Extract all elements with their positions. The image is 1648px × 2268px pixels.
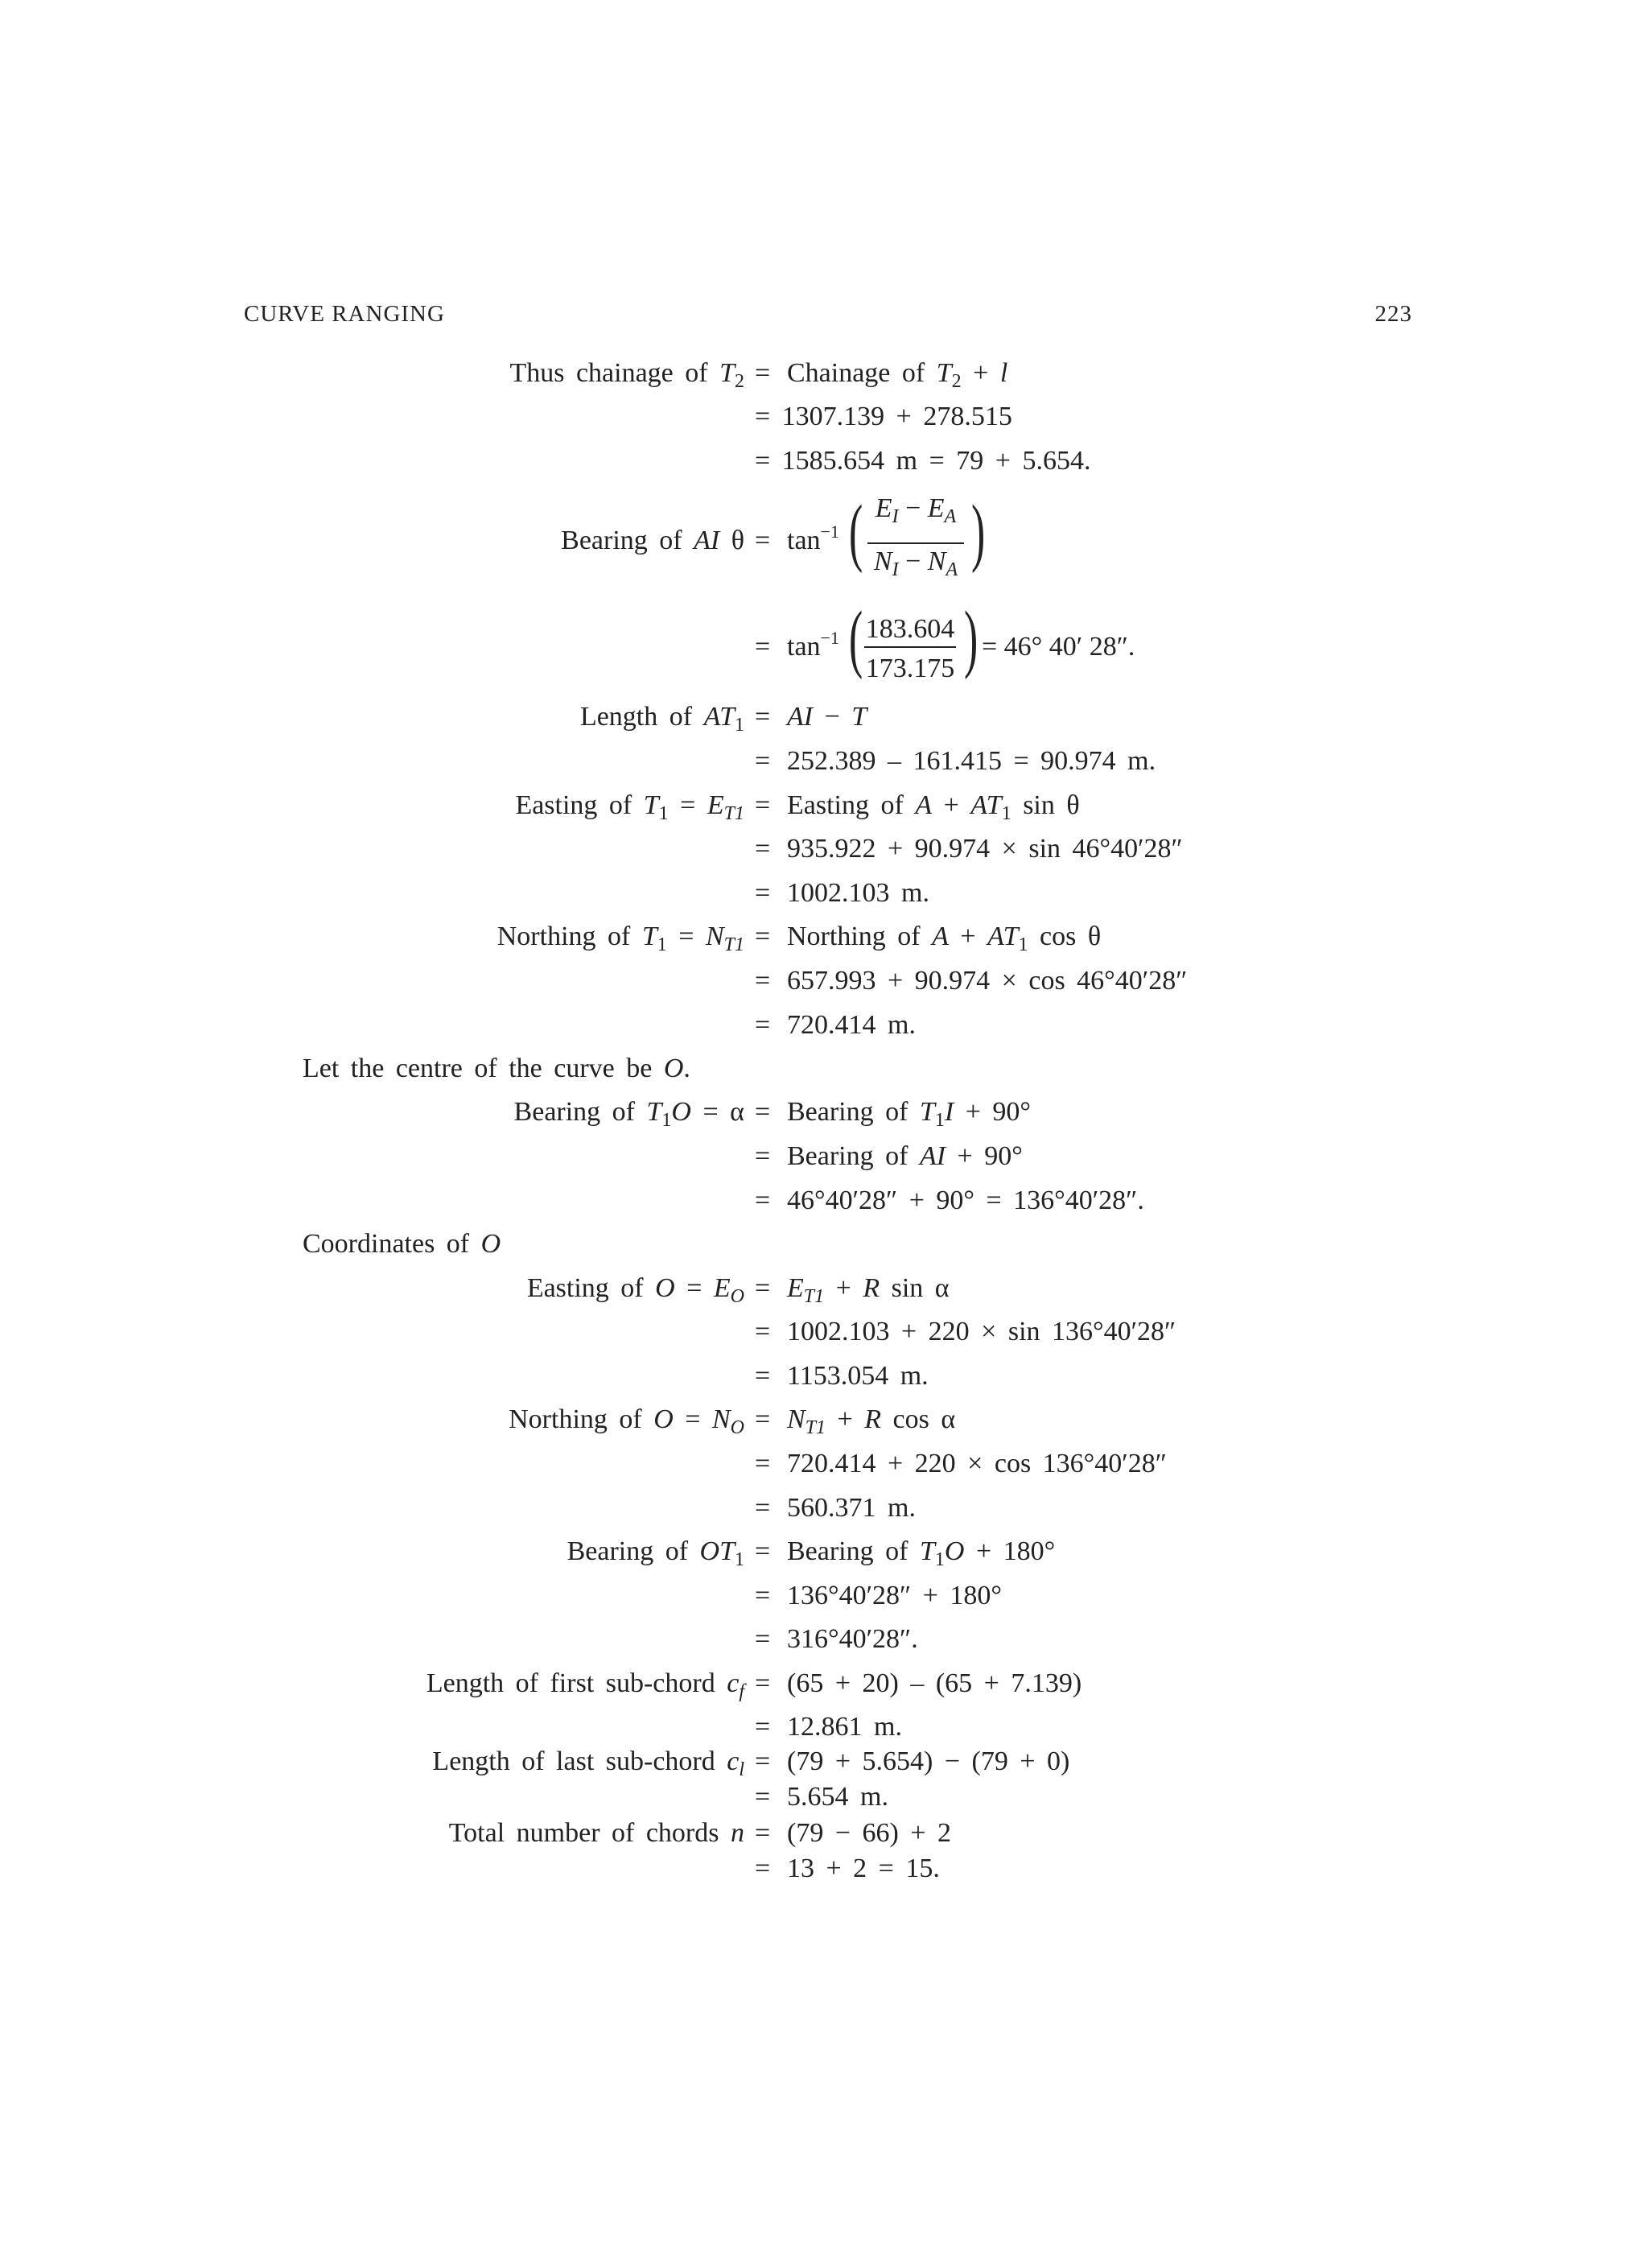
equals-sign: = (755, 1273, 771, 1303)
equals-sign: = (755, 1010, 771, 1040)
chapter-title: CURVE RANGING (244, 301, 445, 327)
paragraph-text: Coordinates of O (303, 1229, 501, 1259)
equation-lhs: Northing of $T_1 = N_{T1}$ (496, 922, 744, 955)
equals-sign: = (755, 1493, 771, 1523)
page: CURVE RANGING 223 Thus chainage of $T_2$ = Chainage of $T_2 + l$ = 1307.139 + 278.515 = 1585.654 m = 79 + 5.654. Bearing of AI θ = $\tan^{-1}$ ( $E_I - E_A$ $N_I - N_A$ ) = $\tan^{-1}$ ( 183.604 173.175 ) = 46° 40′ 28″. Length of $AT_1$ = AI − T = 252.389 – 161.415 = 90.974 m. Easting of $T_1 = E_{T1}$ = Easting of $A + AT_1$ sin θ = 935.922 + 90.974 × sin 46°40′28″ = 1002.103 m. Northing of $T_1 = N_{T1}$ = Northing of $A + AT_1$ cos θ = 657.993 + 90.974 × cos 46°40′28″ = 720.414 m. Let the centre of the curve be O. Bearing of $T_1O = \alpha$ = Bearing of $T_1I + 90^\circ$ = Bearing of AI + 90° = 46°40′28″ + 90° = 136°40′28″. Coordinates of O Easting of $O = E_O$ = $E_{T1} + R$ sin α = 1002.103 + 220 × sin 136°40′28″ = 1153.054 m. Northing of $O = N_O$ = $N_{T1} + R$ cos α = 720.414 + 220 × cos 136°40′28″ = 560.371 m. Bearing of $OT_1$ = Bearing of $T_1O + 180^\circ$ = 136°40′28″ + 180° = 316°40′28″. Length of first sub-chord $c_f$ = (65 + 20) – (65 + 7.139) = 12.861 m. Length of last sub-chord $c_l$ = (79 + 5.654) − (79 + 0) = 5.654 m. Total number of chords n = (79 − 66) + 2 = 13 + 2 = 15. (0, 0, 1648, 2268)
equals-sign: = (755, 632, 771, 662)
equation-step: 12.861 m. (787, 1712, 902, 1742)
equation-lhs: Length of $AT_1$ (579, 702, 744, 736)
equation-line (0, 1536, 1648, 1577)
equation-line (0, 1746, 1648, 1787)
equation-lhs: Bearing of $OT_1$ (566, 1536, 744, 1570)
equation-step: 657.993 + 90.974 × cos 46°40′28″ (787, 966, 1188, 996)
equals-sign: = (755, 702, 771, 732)
equals-sign: = (755, 834, 771, 864)
equals-sign: = (755, 1141, 771, 1171)
equation-step: 316°40′28″. (787, 1624, 918, 1654)
equals-sign: = (755, 966, 771, 996)
equation-line (0, 790, 1648, 831)
equation-line (0, 922, 1648, 962)
equals-sign: = (755, 358, 771, 388)
equation-continuation (0, 1624, 1648, 1664)
page-number: 223 (1374, 301, 1412, 327)
equation-continuation (0, 1317, 1648, 1357)
equation-lhs: Easting of $O = E_O$ (526, 1273, 744, 1307)
equation-line (0, 1818, 1648, 1858)
equals-sign: = (755, 1818, 771, 1848)
text-line (0, 1054, 1648, 1094)
equation-step: 720.414 + 220 × cos 136°40′28″ (787, 1449, 1167, 1478)
equation-rhs: (65 + 20) – (65 + 7.139) (787, 1668, 1082, 1698)
equation-lhs: Bearing of $T_1O = \alpha$ (513, 1097, 744, 1131)
equation-step: 1153.054 m. (787, 1361, 929, 1391)
equation-continuation (0, 1141, 1648, 1181)
equation-rhs: Northing of $A + AT_1$ cos θ (787, 922, 1102, 955)
equation-continuation (0, 1361, 1648, 1401)
equals-sign: = (755, 878, 771, 908)
equation-continuation (0, 1854, 1648, 1894)
equation-continuation (0, 1782, 1648, 1822)
equation-step: 46°40′28″ + 90° = 136°40′28″. (787, 1186, 1144, 1215)
equals-sign: = (755, 1097, 771, 1127)
equation-step: = 1585.654 m = 79 + 5.654. (755, 446, 1091, 476)
equals-sign: = (755, 526, 771, 555)
equation-continuation (0, 1186, 1648, 1226)
paragraph-text: Let the centre of the curve be O. (303, 1054, 690, 1083)
equals-sign: = (755, 1404, 771, 1434)
equation-continuation (0, 446, 1648, 486)
running-header (244, 301, 1412, 333)
equation-lhs: Thus chainage of $T_2$ (509, 358, 744, 392)
equals-sign: = (755, 746, 771, 776)
equation-rhs: AI − T (787, 702, 867, 732)
equation-continuation (0, 1493, 1648, 1533)
equation-line (0, 702, 1648, 742)
equation-lhs: Easting of $T_1 = E_{T1}$ (515, 790, 744, 824)
equals-sign: = (755, 1782, 771, 1812)
equation-step: 935.922 + 90.974 × sin 46°40′28″ (787, 834, 1183, 864)
equation-line (0, 358, 1648, 398)
equation-line (0, 1404, 1648, 1445)
equation-step: 136°40′28″ + 180° (787, 1581, 1002, 1610)
equation-rhs: Bearing of $T_1I + 90^\circ$ (787, 1097, 1031, 1131)
equals-sign: = (755, 1449, 771, 1478)
equation-lhs: Length of first sub-chord $c_f$ (426, 1668, 744, 1702)
equation-lhs: Northing of $O = N_O$ (509, 1404, 744, 1438)
equation-step: 720.414 m. (787, 1010, 916, 1040)
equals-sign: = (755, 1746, 771, 1776)
equals-sign: = (755, 1361, 771, 1391)
equation-rhs: $N_{T1} + R$ cos α (787, 1404, 956, 1438)
equation-continuation (0, 878, 1648, 918)
equation-step: 1002.103 m. (787, 878, 929, 908)
equation-line (0, 1097, 1648, 1137)
equation-lhs: Length of last sub-chord $c_l$ (432, 1746, 744, 1780)
equation-rhs: Easting of $A + AT_1$ sin θ (787, 790, 1080, 824)
equation-continuation (0, 746, 1648, 786)
equation-continuation (0, 834, 1648, 874)
equation-continuation (0, 1010, 1648, 1050)
equals-sign: = (755, 1186, 771, 1215)
equation-step: 1002.103 + 220 × sin 136°40′28″ (787, 1317, 1176, 1346)
text-line (0, 1229, 1648, 1269)
equation-rhs: (79 + 5.654) − (79 + 0) (787, 1746, 1070, 1776)
equation-rhs: $E_{T1} + R$ sin α (787, 1273, 950, 1307)
equation-continuation (0, 1581, 1648, 1621)
equals-sign: = (755, 1536, 771, 1566)
equals-sign: = (755, 922, 771, 951)
equals-sign: = (755, 790, 771, 820)
equals-sign: = (755, 1854, 771, 1883)
equation-step: = 1307.139 + 278.515 (755, 402, 1012, 431)
equation-continuation (0, 402, 1648, 442)
equation-lhs: Total number of chords n (448, 1818, 744, 1848)
equals-sign: = (755, 1624, 771, 1654)
equals-sign: = (755, 1712, 771, 1742)
equation-step: 5.654 m. (787, 1782, 888, 1812)
equation-continuation (0, 966, 1648, 1006)
equals-sign: = (755, 1668, 771, 1698)
equation-step: 252.389 – 161.415 = 90.974 m. (787, 746, 1156, 776)
equation-line (0, 1273, 1648, 1313)
equals-sign: = (755, 1581, 771, 1610)
equation-line (0, 1668, 1648, 1709)
equation-step: 560.371 m. (787, 1493, 916, 1523)
equation-step: Bearing of AI + 90° (787, 1141, 1023, 1171)
equation-continuation (0, 1449, 1648, 1489)
equation-rhs: (79 − 66) + 2 (787, 1818, 951, 1848)
equation-lhs: Bearing of AI θ (561, 526, 744, 555)
equals-sign: = (755, 1317, 771, 1346)
equation-rhs: Chainage of $T_2 + l$ (787, 358, 1008, 392)
equation-step: 13 + 2 = 15. (787, 1854, 940, 1883)
equation-rhs: Bearing of $T_1O + 180^\circ$ (787, 1536, 1056, 1570)
